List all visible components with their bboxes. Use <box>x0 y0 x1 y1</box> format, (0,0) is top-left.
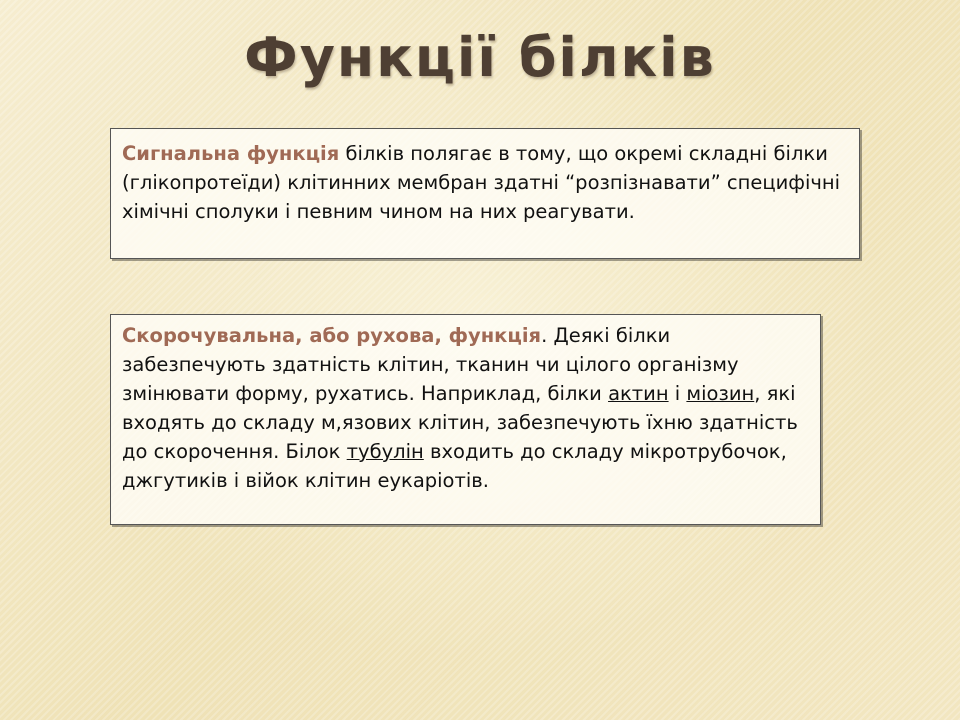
contractile-text-3: , які входять до складу м,язових клітин, забезпечують їхню здатність до скорочення. Білок <box>122 382 798 463</box>
contractile-text-4: входить до складу мікротрубочок, джгутиків і війок клітин еукаріотів. <box>122 440 787 492</box>
tubulin-link[interactable]: тубулін <box>346 440 424 463</box>
contractile-text-2: і <box>668 382 687 405</box>
contractile-function-box <box>110 314 821 525</box>
contractile-function-term: Скорочувальна, або рухова, функція <box>122 324 542 347</box>
contractile-text-1: . Деякі білки забезпечують здатність клітин, тканин чи цілого організму змінювати форму, рухатись. Наприклад, білки <box>122 324 739 405</box>
slide-title: Функції білків <box>244 26 716 89</box>
myosin-link[interactable]: міозин <box>686 382 755 405</box>
signal-function-box <box>110 128 860 259</box>
signal-function-text: білків полягає в тому, що окремі складні білки (глікопротеїди) клітинних мембран здатні “розпізнавати” специфічні хімічні сполуки і певним чином на них реагувати. <box>122 142 841 223</box>
signal-function-term: Сигнальна функція <box>122 142 340 165</box>
actin-link[interactable]: актин <box>608 382 669 405</box>
